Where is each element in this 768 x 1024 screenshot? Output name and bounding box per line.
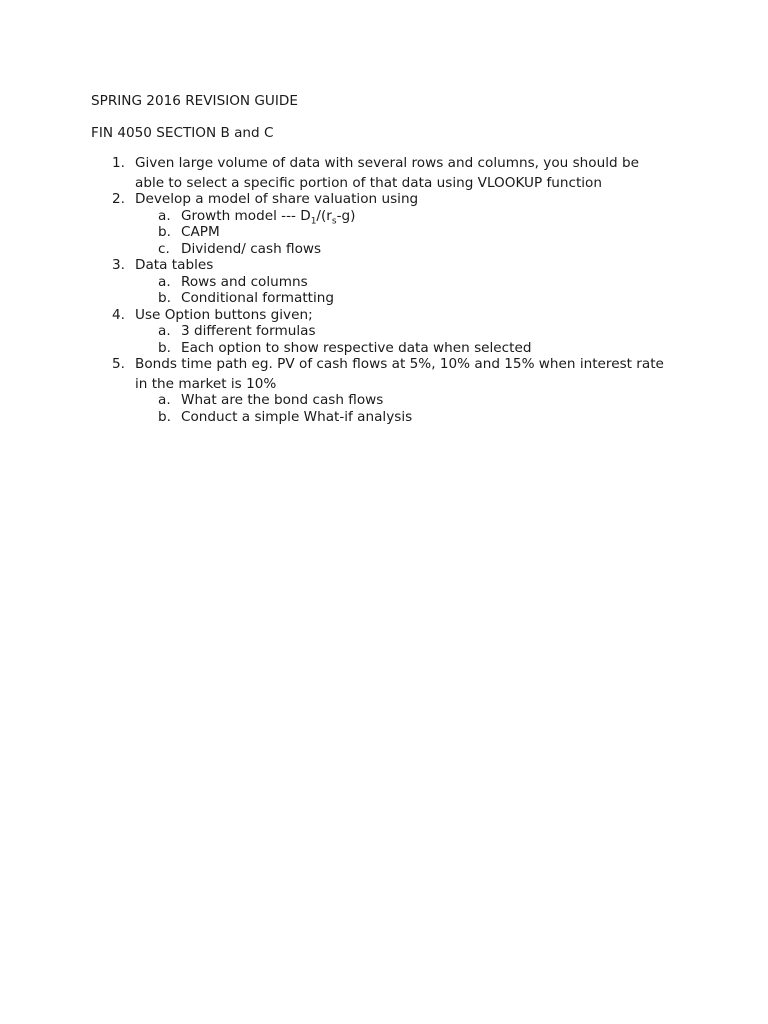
sub-item	[0, 274, 768, 291]
sub-item-text	[181, 208, 768, 225]
list-item-text: Data tables	[135, 257, 214, 273]
list-item-text: Use Option buttons given;	[135, 306, 313, 323]
list-item	[0, 191, 768, 257]
sub-item-text: Conditional formatting	[181, 290, 335, 306]
sub-item-letter: b.	[158, 408, 171, 425]
sub-item-letter: a.	[158, 392, 171, 408]
list-item	[0, 356, 768, 425]
sub-item	[0, 392, 768, 409]
sub-item	[0, 224, 768, 241]
list-item-number: 2.	[112, 191, 125, 207]
list-item-text: Bonds time path eg. PV of cash flows at 5%, 10% and 15% when interest rate	[135, 356, 664, 372]
sub-item-letter: b.	[158, 290, 171, 306]
sub-item-letter: a.	[158, 323, 171, 339]
sub-item-text: 3 different formulas	[181, 323, 316, 339]
list-item	[0, 257, 768, 307]
formula-subscript: 1	[310, 216, 317, 227]
formula-subscript: s	[331, 216, 337, 227]
sub-item-letter: a.	[158, 207, 171, 224]
formula-text: /(r	[316, 207, 332, 224]
list-item-text-continued: in the market is 10%	[135, 375, 277, 392]
sub-item	[0, 340, 768, 357]
sub-item-text: Conduct a simple What-if analysis	[181, 408, 413, 425]
sub-item-text: Each option to show respective data when selected	[181, 339, 532, 356]
document-subtitle: FIN 4050 SECTION B and C	[91, 125, 274, 141]
formula-text: Growth model --- D	[181, 207, 311, 224]
sub-item-letter: c.	[158, 240, 170, 257]
sub-item-letter: a.	[158, 273, 171, 290]
revision-list	[0, 155, 768, 425]
formula-text: -g)	[336, 207, 356, 224]
sub-item-text: Rows and columns	[181, 273, 308, 290]
list-item-number: 5.	[112, 356, 125, 372]
sub-item-text: Dividend/ cash flows	[181, 240, 322, 257]
list-item	[0, 307, 768, 357]
list-item-number: 3.	[112, 257, 125, 273]
sub-item-text: What are the bond cash flows	[181, 392, 384, 408]
list-item-text: Develop a model of share valuation using	[135, 191, 419, 207]
sub-item-text: CAPM	[181, 224, 220, 240]
list-item	[0, 155, 768, 191]
sub-item	[0, 409, 768, 426]
document-title: SPRING 2016 REVISION GUIDE	[91, 93, 298, 109]
sub-item-letter: b.	[158, 339, 171, 356]
list-item-number: 1.	[112, 155, 125, 171]
sub-item	[0, 208, 768, 225]
list-item-number: 4.	[112, 306, 125, 323]
sub-item	[0, 323, 768, 340]
sub-item-letter: b.	[158, 224, 171, 240]
sub-item	[0, 241, 768, 258]
list-item-text: Given large volume of data with several rows and columns, you should be	[135, 155, 639, 171]
list-item-text-continued: able to select a specific portion of that data using VLOOKUP function	[135, 174, 602, 191]
sub-item	[0, 290, 768, 307]
